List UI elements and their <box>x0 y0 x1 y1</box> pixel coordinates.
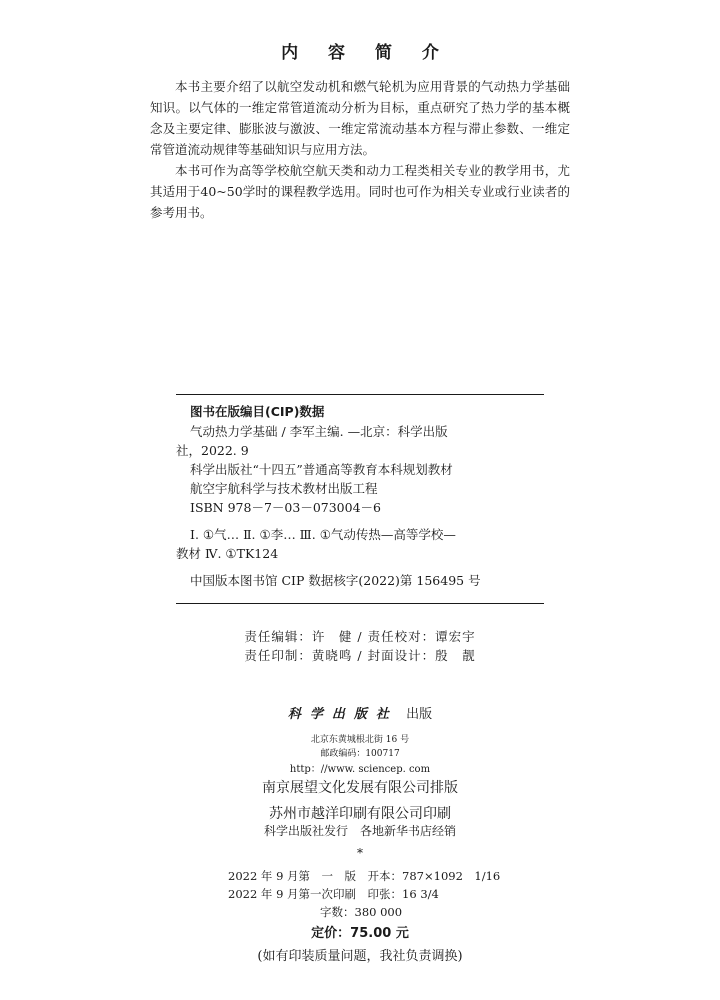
cip-line: 科学出版社“十四五”普通高等教育本科规划教材 <box>190 462 453 477</box>
edition-line: 2022 年 9 月第一次印刷 印张：16 3/4 <box>228 887 439 901</box>
price: 定价：75.00 元 <box>311 926 409 941</box>
publisher-action: 出版 <box>406 707 433 722</box>
cip-line: 气动热力学基础 / 李军主编. —北京：科学出版 <box>190 424 448 439</box>
cip-heading: 图书在版编目(CIP)数据 <box>190 404 325 419</box>
production-info <box>0 775 720 827</box>
distribution: 科学出版社发行 各地新华书店经销 <box>263 824 456 838</box>
edition-info <box>228 867 528 921</box>
publisher-postcode: 邮政编码：100717 <box>320 749 400 759</box>
cip-line: 社，2022. 9 <box>176 443 249 458</box>
cip-classification: 教材 Ⅳ. ①TK124 <box>176 546 279 561</box>
credits-line: 责任印制：黄晓鸣 / 封面设计：殷 靓 <box>244 648 476 663</box>
summary-paragraph: 本书可作为高等学校航空航天类和动力工程类相关专业的教学用书，尤其适用于40~50学时的课程教学选用。同时也可作为相关专业或行业读者的参考用书。 <box>150 163 570 220</box>
publisher-website: http：//www. sciencep. com <box>289 764 431 775</box>
cip-block <box>176 402 544 590</box>
cip-line: 航空宇航科学与技术教材出版工程 <box>190 481 378 496</box>
cip-classification: Ⅰ. ①气… Ⅱ. ①李… Ⅲ. ①气动传热—高等学校— <box>190 527 456 542</box>
divider <box>176 394 544 395</box>
word-count: 字数：380 000 <box>320 905 403 919</box>
publisher-address: 北京东黄城根北街 16 号 <box>310 735 410 745</box>
typesetter: 南京展望文化发展有限公司排版 <box>262 780 458 796</box>
editorial-credits <box>0 627 720 665</box>
isbn: ISBN 978－7－03－073004－6 <box>190 500 381 515</box>
quality-notice: (如有印装质量问题，我社负责调换) <box>257 949 463 964</box>
cip-record-number: 中国版本图书馆 CIP 数据核字(2022)第 156495 号 <box>190 573 481 588</box>
separator-asterisk: * <box>357 846 363 860</box>
credits-line: 责任编辑：许 健 / 责任校对：谭宏宇 <box>244 629 476 644</box>
summary-paragraph: 本书主要介绍了以航空发动机和燃气轮机为应用背景的气动热力学基础知识。以气体的一维定常管道流动分析为目标，重点研究了热力学的基本概念及主要定律、膨胀波与激波、一维定常流动基本方程与滞止参数、一维定常管道流动规律等基础知识与应用方法。 <box>150 79 570 157</box>
publisher-logo: 科学出版社 <box>287 707 398 722</box>
publisher-line <box>0 703 720 722</box>
page-title: 内 容 简 介 <box>281 43 451 63</box>
divider <box>176 603 544 604</box>
book-summary <box>150 76 570 223</box>
printer: 苏州市越洋印刷有限公司印刷 <box>269 806 451 822</box>
edition-line: 2022 年 9 月第 一 版 开本：787×1092 1/16 <box>228 869 501 883</box>
